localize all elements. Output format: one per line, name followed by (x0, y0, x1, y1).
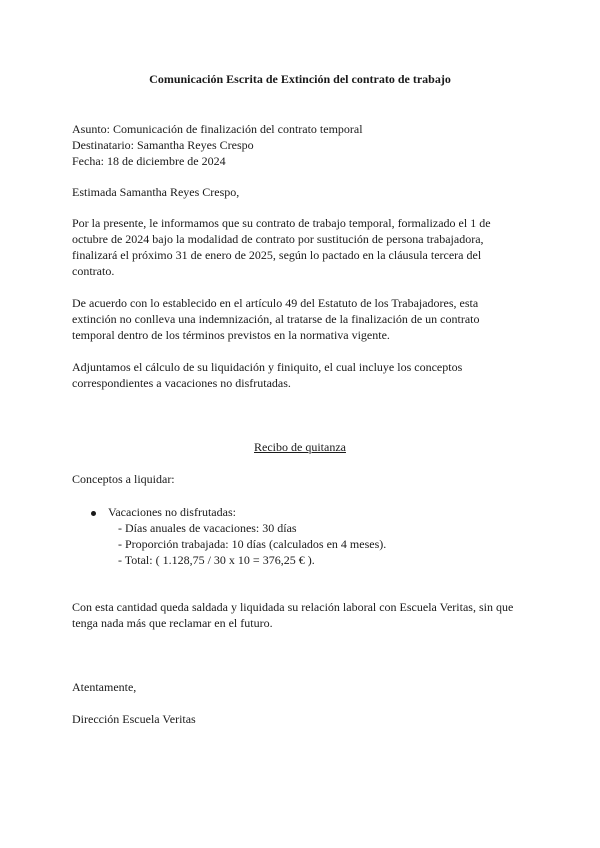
date-line: Fecha: 18 de diciembre de 2024 (72, 154, 226, 168)
subject-line: Asunto: Comunicación de finalización del contrato temporal (72, 122, 363, 136)
document-title: Comunicación Escrita de Extinción del contrato de trabajo (149, 72, 451, 86)
bullet-item-3: - Total: ( 1.128,75 / 30 x 10 = 376,25 € ). (118, 553, 315, 567)
paragraph1-line4: contrato. (72, 264, 115, 278)
paragraph2-line1: De acuerdo con lo establecido en el artículo 49 del Estatuto de los Trabajadores, esta (72, 296, 479, 310)
receipt-title: Recibo de quitanza (254, 440, 346, 454)
bullet-label: Vacaciones no disfrutadas: (108, 505, 236, 519)
sign-off: Atentamente, (72, 680, 137, 694)
paragraph2-line2: extinción no conlleva una indemnización, al tratarse de la finalización de un contrato (72, 312, 480, 326)
paragraph3-line2: correspondientes a vacaciones no disfrutadas. (72, 376, 291, 390)
concepts-label: Conceptos a liquidar: (72, 472, 175, 486)
paragraph3-line1: Adjuntamos el cálculo de su liquidación y finiquito, el cual incluye los conceptos (72, 360, 463, 374)
greeting: Estimada Samantha Reyes Crespo, (72, 185, 240, 199)
recipient-line: Destinatario: Samantha Reyes Crespo (72, 138, 254, 152)
bullet-dot-icon (91, 511, 96, 516)
closing-line2: tenga nada más que reclamar en el futuro. (72, 616, 273, 630)
closing-line1: Con esta cantidad queda saldada y liquidada su relación laboral con Escuela Veritas, sin que (72, 600, 514, 614)
paragraph2-line3: temporal dentro de los términos previstos en la normativa vigente. (72, 328, 390, 342)
paragraph1-line2: octubre de 2024 bajo la modalidad de contrato por sustitución de persona trabajadora, (72, 232, 484, 246)
paragraph1-line3: finalizará el próximo 31 de enero de 2025, según lo pactado en la cláusula tercera del (72, 248, 482, 262)
signature: Dirección Escuela Veritas (72, 712, 196, 726)
bullet-item-2: - Proporción trabajada: 10 días (calculados en 4 meses). (118, 537, 387, 551)
paragraph1-line1: Por la presente, le informamos que su contrato de trabajo temporal, formalizado el 1 de (72, 216, 491, 230)
bullet-item-1: - Días anuales de vacaciones: 30 días (118, 521, 297, 535)
